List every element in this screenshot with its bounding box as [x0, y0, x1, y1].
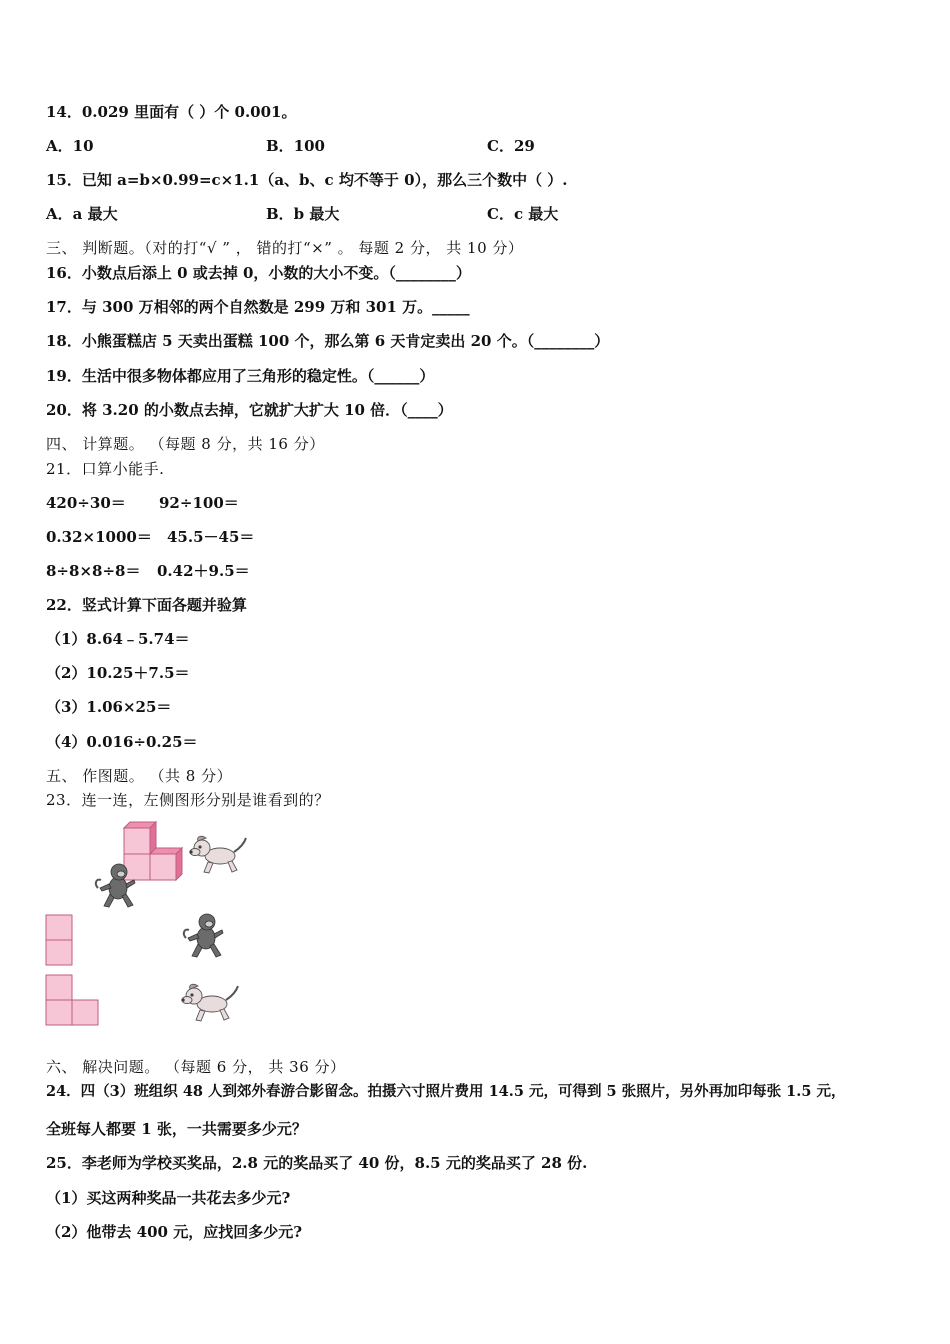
q19: 19．生活中很多物体都应用了三角形的稳定性。（______） [46, 367, 435, 385]
oral-3a: 8÷8×8÷8＝ [46, 562, 141, 580]
q14-option-b: B．100 [266, 137, 325, 155]
section4-title: 四、 计算题。 （每题 8 分，共 16 分） [46, 435, 325, 453]
q25-sub1: （1）买这两种奖品一共花去多少元? [46, 1189, 291, 1207]
view-shape-b [45, 974, 101, 1028]
oral-3b: 0.42＋9.5＝ [157, 562, 250, 580]
q15-stem: 15．已知 a=b×0.99=c×1.1（a、b、c 均不等于 0），那么三个数中（ ）. [46, 171, 568, 189]
q20: 20．将 3.20 的小数点去掉，它就扩大扩大 10 倍．（____） [46, 401, 453, 419]
written-2: （2）10.25＋7.5＝ [46, 664, 190, 682]
oral-1a: 420÷30＝ [46, 494, 126, 512]
monkey-icon [180, 908, 226, 960]
dog-icon [180, 980, 242, 1026]
written-3: （3）1.06×25＝ [46, 698, 172, 716]
q14-option-a: A．10 [46, 137, 94, 155]
view-shape-a [45, 914, 75, 968]
section6-title: 六、 解决问题。 （每题 6 分， 共 36 分） [46, 1058, 346, 1076]
q15-option-c: C．c 最大 [487, 205, 559, 223]
oral-2a: 0.32×1000＝ [46, 528, 152, 546]
q21: 21．口算小能手. [46, 460, 165, 478]
q22: 22．竖式计算下面各题并验算 [46, 596, 247, 614]
oral-2b: 45.5－45＝ [167, 528, 255, 546]
q15-option-a: A．a 最大 [46, 205, 118, 223]
q18: 18．小熊蛋糕店 5 天卖出蛋糕 100 个，那么第 6 天肯定卖出 20 个。（________） [46, 332, 610, 350]
q16: 16．小数点后添上 0 或去掉 0，小数的大小不变。（________） [46, 264, 471, 282]
written-4: （4）0.016÷0.25＝ [46, 733, 198, 751]
q23: 23．连一连，左侧图形分别是谁看到的？ [46, 791, 330, 809]
q24-line2: 全班每人都要 1 张，一共需要多少元？ [46, 1120, 307, 1138]
written-1: （1）8.64﹣5.74＝ [46, 630, 190, 648]
q25: 25．李老师为学校买奖品，2.8 元的奖品买了 40 份，8.5 元的奖品买了 28 份. [46, 1154, 588, 1172]
section5-title: 五、 作图题。 （共 8 分） [46, 767, 233, 785]
oral-1b: 92÷100＝ [159, 494, 239, 512]
monkey-icon [92, 858, 138, 910]
section3-title: 三、 判断题。（对的打“√ ” ， 错的打“×” 。 每题 2 分， 共 10 分） [46, 239, 524, 257]
q14-option-c: C．29 [487, 137, 535, 155]
q15-option-b: B．b 最大 [266, 205, 340, 223]
q25-sub2: （2）他带去 400 元，应找回多少元? [46, 1223, 302, 1241]
dog-icon [188, 832, 250, 878]
q24-line1: 24．四（3）班组织 48 人到郊外春游合影留念。拍摄六寸照片费用 14.5 元，可得到 5 张照片，另外再加印每张 1.5 元， [46, 1083, 846, 1100]
q14-stem: 14．0.029 里面有（ ）个 0.001。 [46, 103, 297, 121]
q17: 17．与 300 万相邻的两个自然数是 299 万和 301 万。_____ [46, 298, 470, 316]
